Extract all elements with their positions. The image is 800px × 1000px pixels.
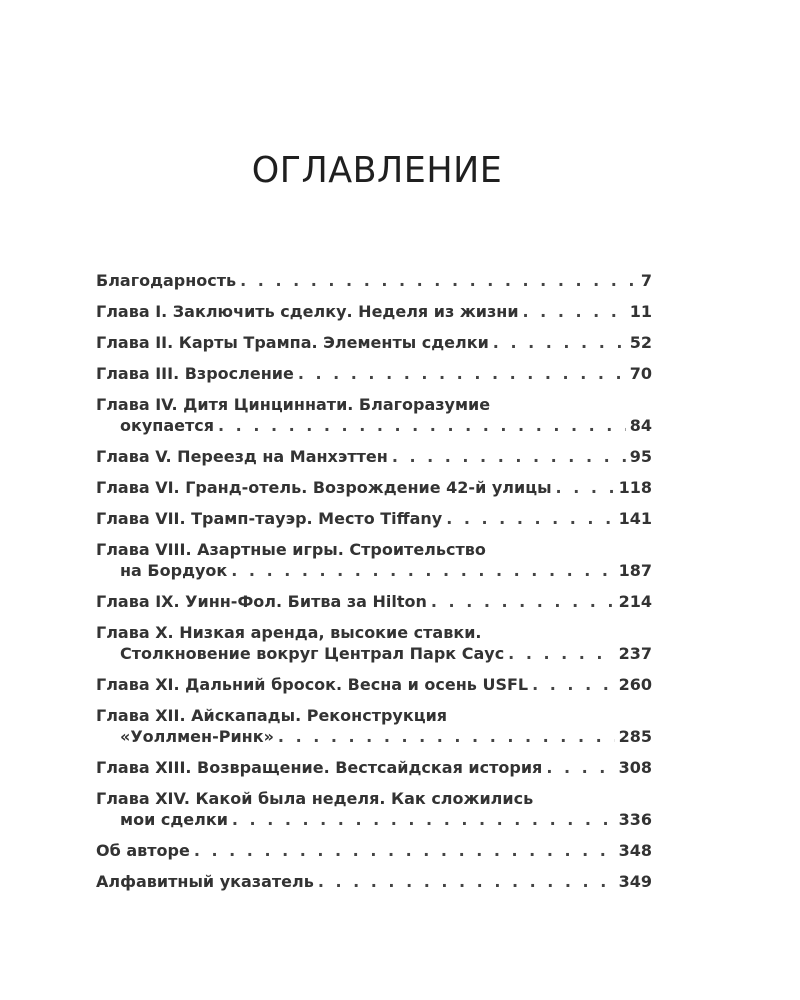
toc-entry [96, 270, 652, 291]
toc-entry-title: Глава XIII. Возвращение. Вестсайдская история [96, 758, 543, 777]
toc-page-number: 214 [618, 592, 652, 611]
toc-page-number: 7 [640, 271, 652, 290]
toc-entry [96, 788, 652, 830]
toc-entry [96, 332, 652, 353]
toc-entry [96, 622, 652, 664]
toc-page-number: 70 [629, 364, 652, 383]
toc-entry-title: Глава VIII. Азартные игры. Строительство [96, 540, 486, 559]
toc-entry-title: Алфавитный указатель [96, 872, 314, 891]
toc-entry-line [96, 643, 652, 664]
toc-page-number: 237 [618, 644, 652, 663]
toc-entry-title: Столкновение вокруг Централ Парк Саус [120, 644, 505, 663]
toc-page-number: 84 [629, 416, 652, 435]
dot-leader [232, 809, 615, 830]
toc-entry [96, 394, 652, 436]
toc-entry-line [96, 726, 652, 747]
toc-page-number: 285 [618, 727, 652, 746]
dot-leader [194, 840, 615, 861]
dot-leader [546, 757, 614, 778]
toc-entry-title: Глава III. Взросление [96, 364, 294, 383]
toc-entry [96, 477, 652, 498]
dot-leader [446, 508, 614, 529]
toc-page-number: 187 [618, 561, 652, 580]
dot-leader [431, 591, 615, 612]
dot-leader [278, 726, 615, 747]
toc-entry-title: Благодарность [96, 271, 237, 290]
dot-leader [523, 301, 626, 322]
toc-entry-line [96, 415, 652, 436]
toc-entry-title: Глава XIV. Какой была неделя. Как сложились [96, 789, 534, 808]
toc-entry-title: Глава VII. Трамп-тауэр. Место Tiffany [96, 509, 443, 528]
toc-entry-title: Глава XI. Дальний бросок. Весна и осень USFL [96, 675, 529, 694]
dot-leader [218, 415, 626, 436]
dot-leader [318, 871, 615, 892]
toc-page-number: 52 [629, 333, 652, 352]
toc-entry [96, 539, 652, 581]
toc-entry [96, 301, 652, 322]
toc-entry [96, 840, 652, 861]
dot-leader [231, 560, 614, 581]
toc-page-number: 336 [618, 810, 652, 829]
toc-page-number: 95 [629, 447, 652, 466]
toc-entry [96, 871, 652, 892]
dot-leader [392, 446, 626, 467]
toc-entry [96, 446, 652, 467]
toc-page-number: 308 [618, 758, 652, 777]
dot-leader [298, 363, 626, 384]
toc-entry [96, 674, 652, 695]
toc-entry-title: Глава IV. Дитя Цинциннати. Благоразумие [96, 395, 491, 414]
toc-entry-line [96, 809, 652, 830]
table-of-contents [96, 270, 652, 902]
toc-entry-title: окупается [120, 416, 215, 435]
toc-entry [96, 757, 652, 778]
toc-entry [96, 705, 652, 747]
toc-entry-title: Глава VI. Гранд-отель. Возрождение 42-й улицы [96, 478, 552, 497]
toc-entry-title: Глава II. Карты Трампа. Элементы сделки [96, 333, 489, 352]
toc-entry-title: Глава I. Заключить сделку. Неделя из жизни [96, 302, 519, 321]
toc-entry-title: мои сделки [120, 810, 228, 829]
dot-leader [493, 332, 626, 353]
toc-page-number: 11 [629, 302, 652, 321]
toc-entry [96, 591, 652, 612]
toc-page-number: 118 [618, 478, 652, 497]
dot-leader [508, 643, 614, 664]
toc-entry-title: Глава XII. Айскапады. Реконструкция [96, 706, 448, 725]
dot-leader [532, 674, 614, 695]
toc-entry [96, 363, 652, 384]
toc-page-number: 141 [618, 509, 652, 528]
toc-page-number: 349 [618, 872, 652, 891]
toc-entry-line [96, 560, 652, 581]
toc-entry-title: Об авторе [96, 841, 190, 860]
toc-entry-title: «Уоллмен-Ринк» [120, 727, 274, 746]
toc-page-number: 348 [618, 841, 652, 860]
dot-leader [240, 270, 637, 291]
toc-entry-title: Глава IX. Уинн-Фол. Битва за Hilton [96, 592, 427, 611]
toc-entry-title: на Бордуок [120, 561, 228, 580]
toc-page-number: 260 [618, 675, 652, 694]
toc-entry-title: Глава V. Переезд на Манхэттен [96, 447, 388, 466]
toc-entry-title: Глава X. Низкая аренда, высокие ставки. [96, 623, 482, 642]
dot-leader [556, 477, 615, 498]
toc-entry [96, 508, 652, 529]
page-title: ОГЛАВЛЕНИЕ [251, 150, 503, 191]
